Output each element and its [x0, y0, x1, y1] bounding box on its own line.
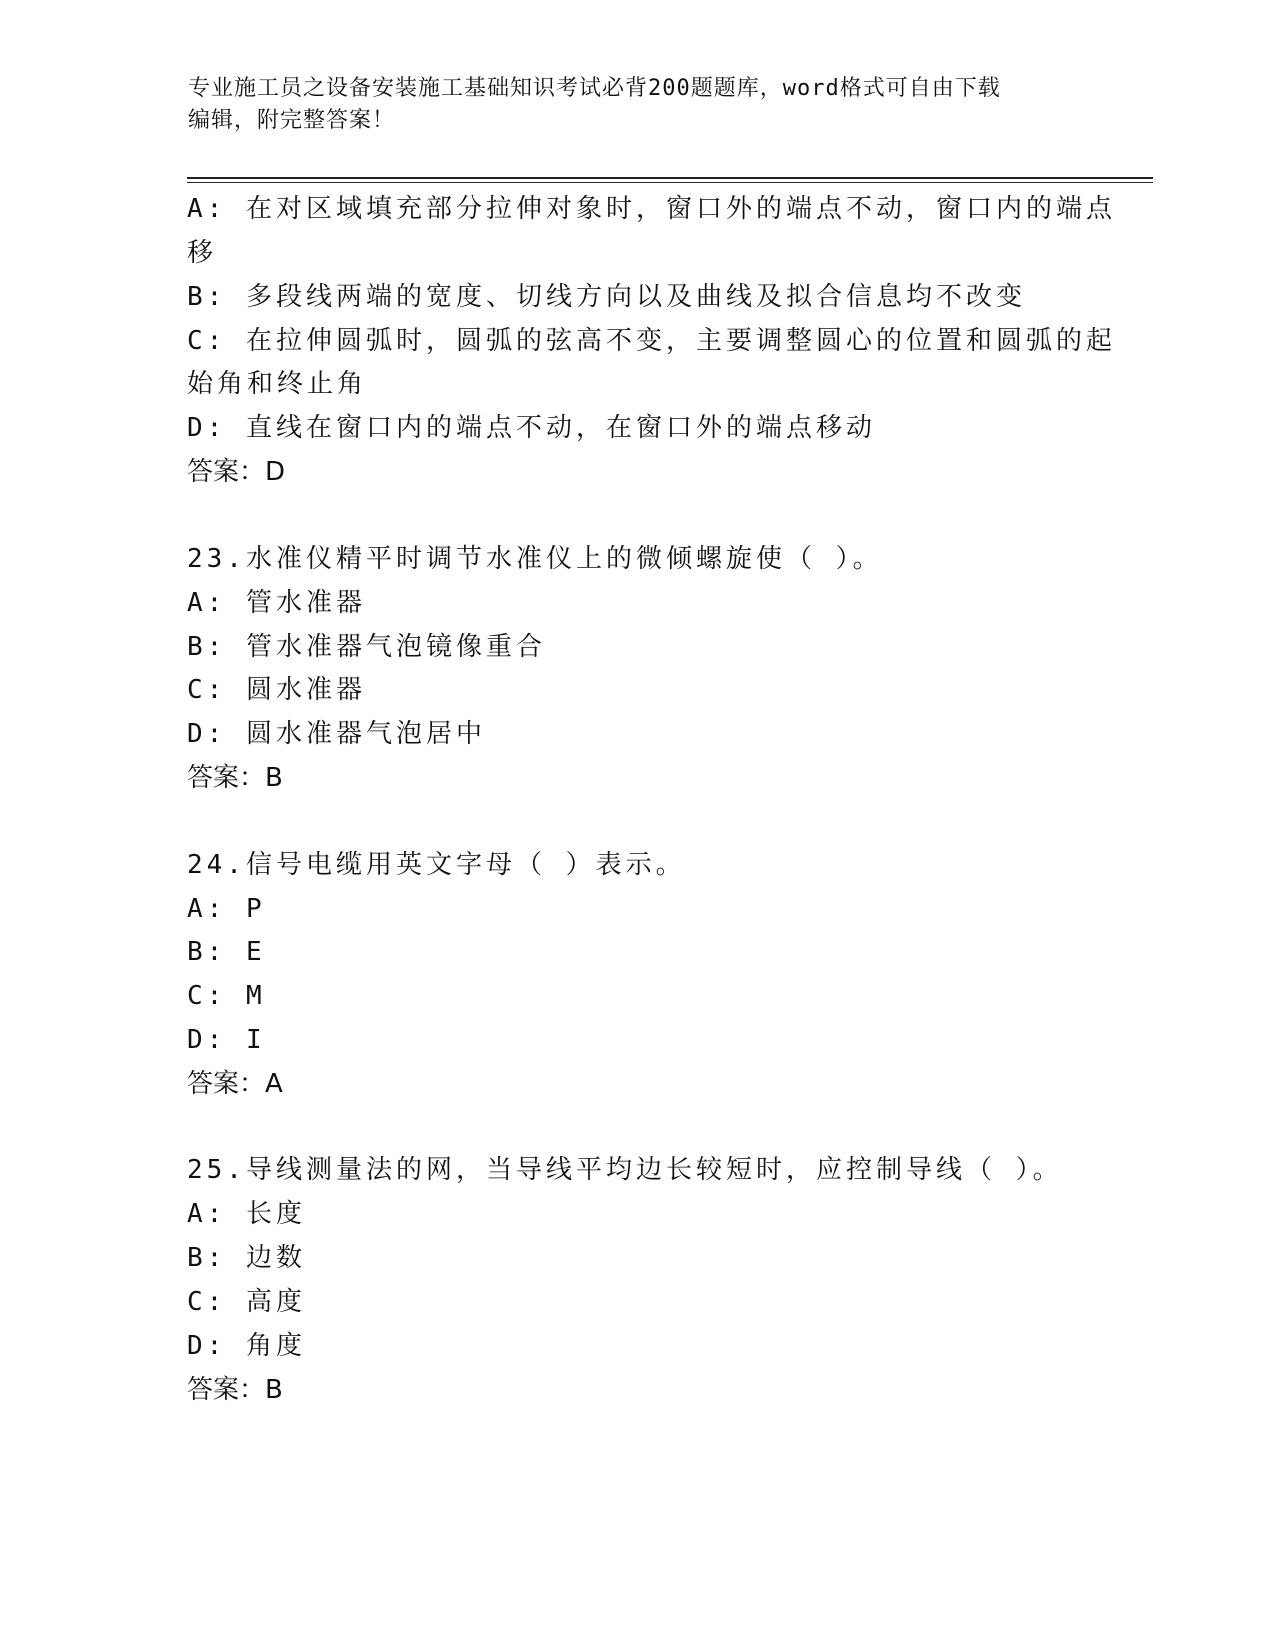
q22-answer: 答案：D	[187, 457, 286, 487]
q24-option-d: D: I	[187, 1025, 266, 1055]
q25-option-c: C: 高度	[187, 1287, 306, 1317]
q22-option-a: A: 在对区域填充部分拉伸对象时，窗口外的端点不动，窗口内的端点	[187, 194, 1116, 224]
q25-answer: 答案：B	[187, 1375, 283, 1405]
q24-option-b: B: E	[187, 937, 266, 967]
document-header	[188, 73, 1068, 137]
q24-question: 24.信号电缆用英文字母（ ）表示。	[187, 850, 686, 880]
q22-option-c: C: 在拉伸圆弧时，圆弧的弦高不变，主要调整圆心的位置和圆弧的起	[187, 326, 1116, 356]
q25-option-d: D: 角度	[187, 1331, 306, 1361]
q23-option-d: D: 圆水准器气泡居中	[187, 719, 486, 749]
q25-option-b: B: 边数	[187, 1243, 306, 1273]
q22-option-b: B: 多段线两端的宽度、切线方向以及曲线及拟合信息均不改变	[187, 282, 1026, 312]
header-line-1: 专业施工员之设备安装施工基础知识考试必背200题题库，word格式可自由下载	[188, 76, 1001, 101]
q23-option-b: B: 管水准器气泡镜像重合	[187, 632, 546, 662]
q24-answer: 答案：A	[187, 1069, 283, 1099]
q25-question: 25.导线测量法的网，当导线平均边长较短时，应控制导线（ ）。	[187, 1155, 1063, 1185]
q22-option-a-cont: 移	[187, 238, 218, 268]
q24-option-a: A: P	[187, 894, 266, 924]
header-divider-thick	[187, 177, 1153, 179]
q22-option-c-cont: 始角和终止角	[187, 369, 368, 399]
q23-question: 23.水准仪精平时调节水准仪上的微倾螺旋使（ ）。	[187, 544, 883, 574]
q22-option-d: D: 直线在窗口内的端点不动，在窗口外的端点移动	[187, 413, 876, 443]
q24-option-c: C: M	[187, 981, 266, 1011]
q23-answer: 答案：B	[187, 763, 283, 793]
header-line-2: 编辑，附完整答案！	[188, 108, 396, 133]
q23-option-a: A: 管水准器	[187, 588, 366, 618]
q25-option-a: A: 长度	[187, 1199, 306, 1229]
q23-option-c: C: 圆水准器	[187, 675, 366, 705]
header-divider-thin	[187, 182, 1153, 183]
